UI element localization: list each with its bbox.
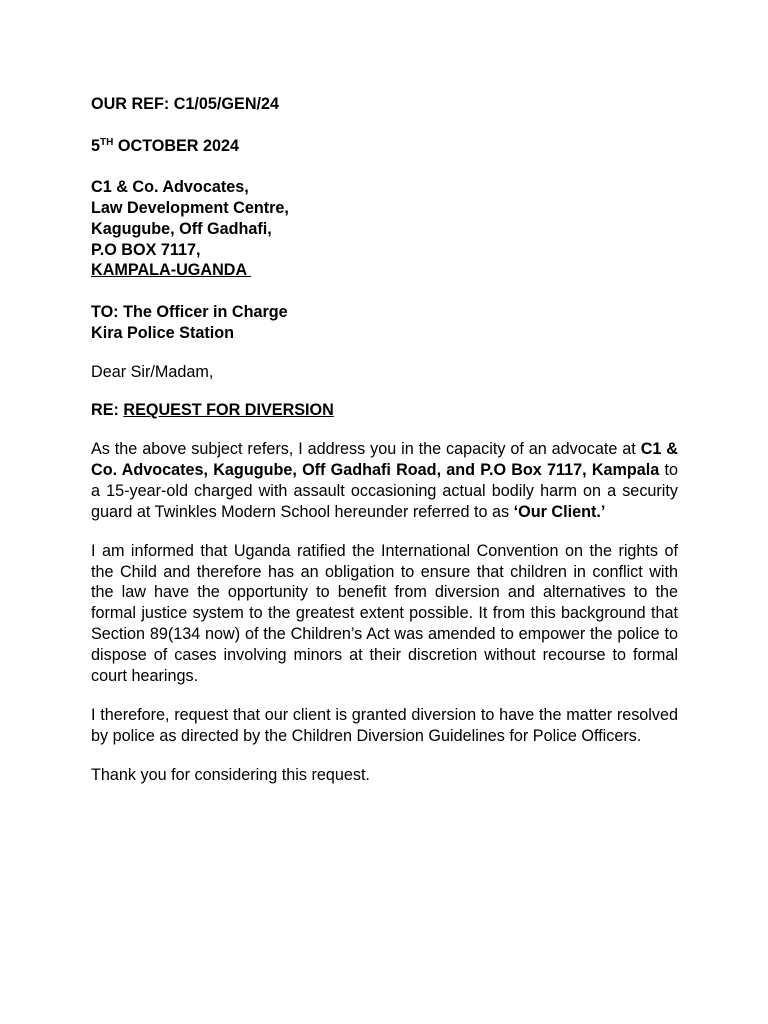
body-paragraph-1 (91, 439, 678, 522)
closing-line: Thank you for considering this request. (91, 766, 370, 785)
subject-prefix: RE: (91, 401, 124, 420)
sender-line-5: KAMPALA-UGANDA (91, 261, 252, 280)
letter-page (91, 94, 678, 786)
sender-line-2: Law Development Centre, (91, 198, 289, 217)
sender-line-1: C1 & Co. Advocates, (91, 178, 249, 197)
date-month-year: OCTOBER 2024 (113, 136, 240, 155)
recipient-line-2: Kira Police Station (91, 323, 235, 342)
recipient-address (91, 302, 678, 344)
sender-line-3: Kagugube, Off Gadhafi, (91, 219, 272, 238)
para1-firm-address: C1 & Co. Advocates, Kagugube, Off Gadhafi Road, and P.O Box 7117, Kampala (91, 440, 678, 479)
body-paragraph-3: I therefore, request that our client is granted diversion to have the matter resolved by police as directed by the Children Diversion Guidelines for Police Officers. (91, 705, 678, 745)
body-paragraph-2: I am informed that Uganda ratified the International Convention on the rights of the Child and therefore has an obligation to ensure that children in conflict with the law have the opportunity to benefit from diversion and alternatives to the formal justice system to the greatest extent possible. It from this background that Section 89(134 now) of the Children’s Act was amended to empower the police to dispose of cases involving minors at their discretion without recourse to formal court hearings. (91, 541, 678, 685)
recipient-line-1: TO: The Officer in Charge (91, 302, 288, 321)
sender-address (91, 177, 678, 281)
sender-line-4: P.O BOX 7117, (91, 240, 201, 259)
para1-text-1: As the above subject refers, I address you in the capacity of an advocate at (91, 440, 641, 459)
reference-number: OUR REF: C1/05/GEN/24 (91, 95, 280, 113)
date-suffix: TH (100, 136, 114, 148)
para1-text-2: to a 15-year-old charged with assault occasioning actual bodily harm on a security guard at Twinkles Modern School hereunder referred to as (91, 460, 679, 521)
subject-text: REQUEST FOR DIVERSION (123, 401, 334, 420)
para1-client-term: ‘Our Client.’ (513, 502, 606, 521)
salutation: Dear Sir/Madam, (91, 362, 214, 381)
subject-line (91, 400, 678, 421)
letter-date (91, 136, 678, 157)
date-day: 5 (91, 136, 101, 155)
